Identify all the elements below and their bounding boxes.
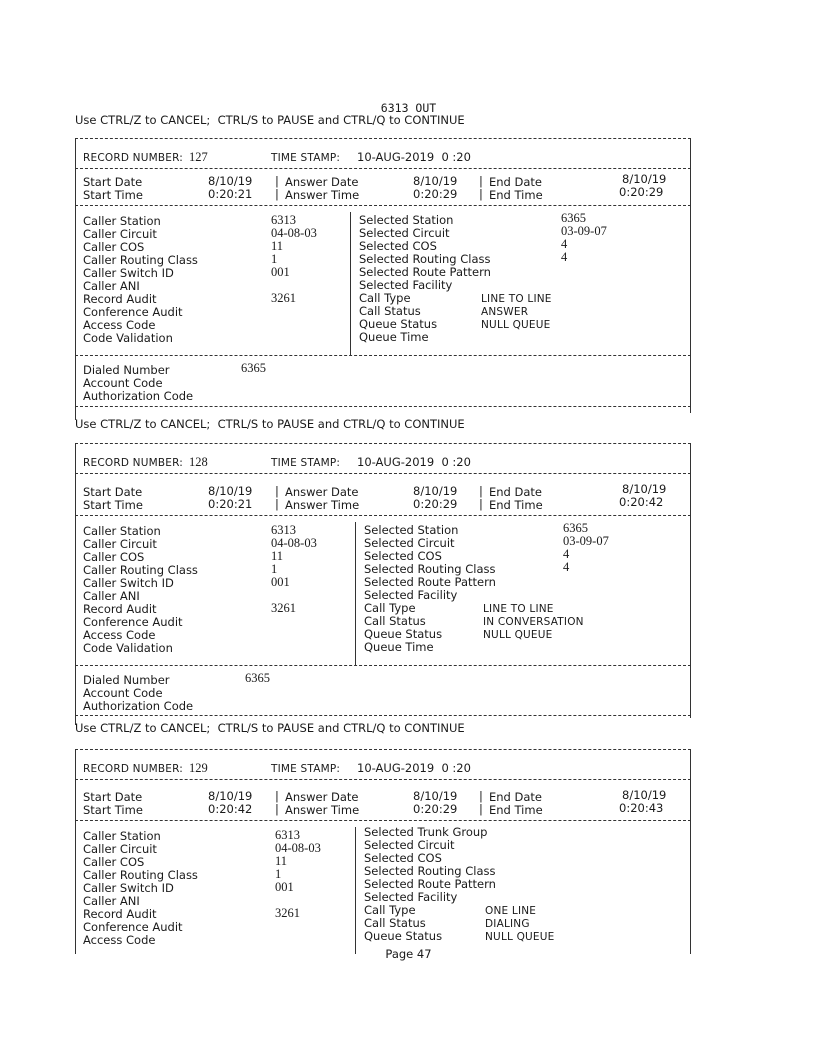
col-sep (355, 522, 356, 665)
selected-cos-label: Selected COS (364, 851, 442, 865)
call-record-127 (75, 138, 691, 420)
col-sep: | (479, 174, 483, 188)
divider (75, 820, 691, 821)
conference-audit-label: Conference Audit (83, 920, 183, 934)
call-type-value: LINE TO LINE (481, 293, 552, 305)
selected-routing-class-label: Selected Routing Class (364, 864, 496, 878)
answer-time-value: 0:20:29 (413, 497, 458, 511)
caller-cos-value: 11 (271, 239, 284, 253)
col-sep: | (479, 484, 483, 498)
record-number-value: 127 (189, 150, 208, 164)
col-sep: | (275, 789, 279, 803)
call-type-label: Call Type (364, 903, 416, 917)
queue-status-value: NULL QUEUE (485, 931, 555, 943)
right-border (690, 138, 691, 413)
record-number-label: RECORD NUMBER: (83, 152, 183, 164)
start-date-label: Start Date (83, 175, 143, 189)
col-sep: | (479, 497, 483, 511)
conference-audit-label: Conference Audit (83, 305, 183, 319)
selected-routing-class-value: 4 (563, 560, 570, 574)
code-validation-label: Code Validation (83, 641, 173, 655)
end-date-value: 8/10/19 (622, 788, 667, 802)
selected-cos-label: Selected COS (359, 239, 437, 253)
call-type-label: Call Type (364, 601, 416, 615)
call-status-value: ANSWER (481, 306, 529, 318)
caller-switch-id-value: 001 (271, 575, 290, 589)
start-time-label: Start Time (83, 803, 143, 817)
col-sep: | (479, 789, 483, 803)
record-number-label: RECORD NUMBER: (83, 763, 183, 775)
record-number-value: 128 (189, 455, 208, 469)
cancel-instruction: Use CTRL/Z to CANCEL; CTRL/S to PAUSE and CTRL/Q to CONTINUE (75, 721, 465, 735)
start-time-label: Start Time (83, 498, 143, 512)
caller-station-label: Caller Station (83, 214, 161, 228)
caller-switch-id-value: 001 (275, 880, 294, 894)
caller-cos-label: Caller COS (83, 550, 145, 564)
caller-circuit-value: 04-08-03 (271, 536, 317, 550)
end-date-value: 8/10/19 (622, 482, 667, 496)
time-stamp-label: TIME STAMP: (271, 763, 341, 775)
end-time-label: End Time (489, 498, 543, 512)
queue-status-value: NULL QUEUE (481, 319, 551, 331)
queue-status-label: Queue Status (364, 627, 443, 641)
divider (75, 515, 691, 516)
dialed-number-label: Dialed Number (83, 363, 170, 377)
record-number-value: 129 (189, 761, 208, 775)
col-sep: | (275, 174, 279, 188)
selected-circuit-label: Selected Circuit (364, 838, 455, 852)
record-audit-value: 3261 (271, 601, 296, 615)
caller-switch-id-label: Caller Switch ID (83, 266, 174, 280)
start-date-value: 8/10/19 (208, 789, 253, 803)
start-date-label: Start Date (83, 485, 143, 499)
selected-routing-class-label: Selected Routing Class (359, 252, 491, 266)
col-sep: | (275, 484, 279, 498)
authorization-code-label: Authorization Code (83, 699, 194, 713)
selected-facility-label: Selected Facility (364, 890, 458, 904)
end-date-label: End Date (489, 175, 542, 189)
dialed-number-label: Dialed Number (83, 673, 170, 687)
answer-time-value: 0:20:29 (413, 802, 458, 816)
access-code-label: Access Code (83, 628, 156, 642)
selected-routing-class-label: Selected Routing Class (364, 562, 496, 576)
caller-switch-id-label: Caller Switch ID (83, 576, 174, 590)
caller-circuit-label: Caller Circuit (83, 842, 157, 856)
caller-routing-class-label: Caller Routing Class (83, 563, 198, 577)
end-date-label: End Date (489, 485, 542, 499)
code-validation-label: Code Validation (83, 331, 173, 345)
caller-ani-label: Caller ANI (83, 589, 140, 603)
call-record-129 (75, 749, 691, 954)
divider (75, 473, 691, 474)
selected-station-label: Selected Station (359, 213, 454, 227)
record-audit-label: Record Audit (83, 602, 157, 616)
caller-ani-label: Caller ANI (83, 279, 140, 293)
divider (75, 749, 691, 750)
report-title: 6313 OUT (380, 101, 437, 115)
caller-circuit-value: 04-08-03 (275, 841, 321, 855)
divider (75, 168, 691, 169)
answer-time-label: Answer Time (285, 803, 360, 817)
caller-cos-label: Caller COS (83, 240, 145, 254)
end-date-value: 8/10/19 (622, 172, 667, 186)
selected-cos-value: 4 (563, 547, 570, 561)
divider (75, 715, 691, 716)
dialed-number-value: 6365 (241, 361, 266, 375)
time-stamp-value: 10-AUG-2019 0 :20 (357, 455, 471, 469)
record-number-label: RECORD NUMBER: (83, 457, 183, 469)
col-sep: | (479, 187, 483, 201)
col-sep: | (275, 497, 279, 511)
answer-time-label: Answer Time (285, 498, 360, 512)
caller-cos-value: 11 (271, 549, 284, 563)
divider (75, 355, 691, 356)
page-number: Page 47 (385, 947, 432, 961)
cancel-instruction: Use CTRL/Z to CANCEL; CTRL/S to PAUSE and CTRL/Q to CONTINUE (75, 417, 465, 431)
selected-route-pattern-label: Selected Route Pattern (364, 575, 496, 589)
queue-status-label: Queue Status (364, 929, 443, 943)
answer-date-label: Answer Date (285, 175, 359, 189)
end-time-value: 0:20:42 (619, 495, 664, 509)
time-stamp-label: TIME STAMP: (271, 152, 341, 164)
caller-routing-class-value: 1 (271, 252, 278, 266)
call-type-value: ONE LINE (485, 905, 537, 917)
record-audit-value: 3261 (271, 291, 296, 305)
selected-station-label: Selected Station (364, 523, 459, 537)
end-time-value: 0:20:29 (619, 185, 664, 199)
left-border (75, 443, 76, 725)
end-date-label: End Date (489, 790, 542, 804)
selected-circuit-value: 03-09-07 (561, 224, 607, 238)
call-status-label: Call Status (359, 304, 421, 318)
divider (75, 443, 691, 444)
start-date-value: 8/10/19 (208, 174, 253, 188)
answer-date-label: Answer Date (285, 790, 359, 804)
answer-time-label: Answer Time (285, 188, 360, 202)
access-code-label: Access Code (83, 933, 156, 947)
answer-date-label: Answer Date (285, 485, 359, 499)
caller-station-label: Caller Station (83, 524, 161, 538)
caller-station-value: 6313 (275, 828, 300, 842)
divider (75, 665, 691, 666)
caller-routing-class-value: 1 (275, 867, 282, 881)
dialed-number-value: 6365 (245, 671, 270, 685)
selected-station-value: 6365 (561, 211, 586, 225)
start-time-value: 0:20:42 (208, 802, 253, 816)
end-time-label: End Time (489, 188, 543, 202)
caller-circuit-label: Caller Circuit (83, 537, 157, 551)
end-time-label: End Time (489, 803, 543, 817)
call-type-value: LINE TO LINE (483, 603, 554, 615)
start-time-label: Start Time (83, 188, 143, 202)
right-border (690, 443, 691, 718)
queue-status-value: NULL QUEUE (483, 629, 553, 641)
col-sep (350, 212, 351, 355)
caller-ani-label: Caller ANI (83, 894, 140, 908)
divider (75, 205, 691, 206)
answer-date-value: 8/10/19 (413, 174, 458, 188)
authorization-code-label: Authorization Code (83, 389, 194, 403)
caller-cos-value: 11 (275, 854, 288, 868)
selected-station-value: 6365 (563, 521, 588, 535)
record-audit-label: Record Audit (83, 292, 157, 306)
queue-time-label: Queue Time (364, 640, 434, 654)
caller-circuit-label: Caller Circuit (83, 227, 157, 241)
selected-facility-label: Selected Facility (359, 278, 453, 292)
caller-station-label: Caller Station (83, 829, 161, 843)
divider (75, 406, 691, 407)
start-time-value: 0:20:21 (208, 497, 253, 511)
queue-status-label: Queue Status (359, 317, 438, 331)
time-stamp-value: 10-AUG-2019 0 :20 (357, 761, 471, 775)
divider (75, 138, 691, 139)
caller-switch-id-label: Caller Switch ID (83, 881, 174, 895)
call-status-label: Call Status (364, 614, 426, 628)
col-sep: | (275, 802, 279, 816)
selected-routing-class-value: 4 (561, 250, 568, 264)
selected-facility-label: Selected Facility (364, 588, 458, 602)
left-border (75, 138, 76, 420)
time-stamp-value: 10-AUG-2019 0 :20 (357, 150, 471, 164)
answer-date-value: 8/10/19 (413, 484, 458, 498)
caller-circuit-value: 04-08-03 (271, 226, 317, 240)
record-audit-value: 3261 (275, 906, 300, 920)
call-record-128 (75, 443, 691, 725)
start-time-value: 0:20:21 (208, 187, 253, 201)
selected-cos-label: Selected COS (364, 549, 442, 563)
caller-station-value: 6313 (271, 523, 296, 537)
selected-circuit-label: Selected Circuit (359, 226, 450, 240)
start-date-label: Start Date (83, 790, 143, 804)
col-sep: | (275, 187, 279, 201)
selected-circuit-label: Selected Circuit (364, 536, 455, 550)
call-type-label: Call Type (359, 291, 411, 305)
time-stamp-label: TIME STAMP: (271, 457, 341, 469)
start-date-value: 8/10/19 (208, 484, 253, 498)
record-audit-label: Record Audit (83, 907, 157, 921)
access-code-label: Access Code (83, 318, 156, 332)
caller-switch-id-value: 001 (271, 265, 290, 279)
conference-audit-label: Conference Audit (83, 615, 183, 629)
answer-date-value: 8/10/19 (413, 789, 458, 803)
caller-routing-class-value: 1 (271, 562, 278, 576)
selected-circuit-value: 03-09-07 (563, 534, 609, 548)
caller-station-value: 6313 (271, 213, 296, 227)
call-status-label: Call Status (364, 916, 426, 930)
selected-cos-value: 4 (561, 237, 568, 251)
caller-routing-class-label: Caller Routing Class (83, 253, 198, 267)
account-code-label: Account Code (83, 686, 163, 700)
answer-time-value: 0:20:29 (413, 187, 458, 201)
col-sep (355, 827, 356, 954)
selected-trunk-group-label: Selected Trunk Group (364, 825, 488, 839)
divider (75, 779, 691, 780)
col-sep: | (479, 802, 483, 816)
cancel-instruction: Use CTRL/Z to CANCEL; CTRL/S to PAUSE and CTRL/Q to CONTINUE (75, 113, 465, 127)
caller-cos-label: Caller COS (83, 855, 145, 869)
end-time-value: 0:20:43 (619, 801, 664, 815)
selected-route-pattern-label: Selected Route Pattern (364, 877, 496, 891)
caller-routing-class-label: Caller Routing Class (83, 868, 198, 882)
account-code-label: Account Code (83, 376, 163, 390)
call-status-value: DIALING (485, 918, 530, 930)
queue-time-label: Queue Time (359, 330, 429, 344)
call-status-value: IN CONVERSATION (483, 616, 584, 628)
selected-route-pattern-label: Selected Route Pattern (359, 265, 491, 279)
